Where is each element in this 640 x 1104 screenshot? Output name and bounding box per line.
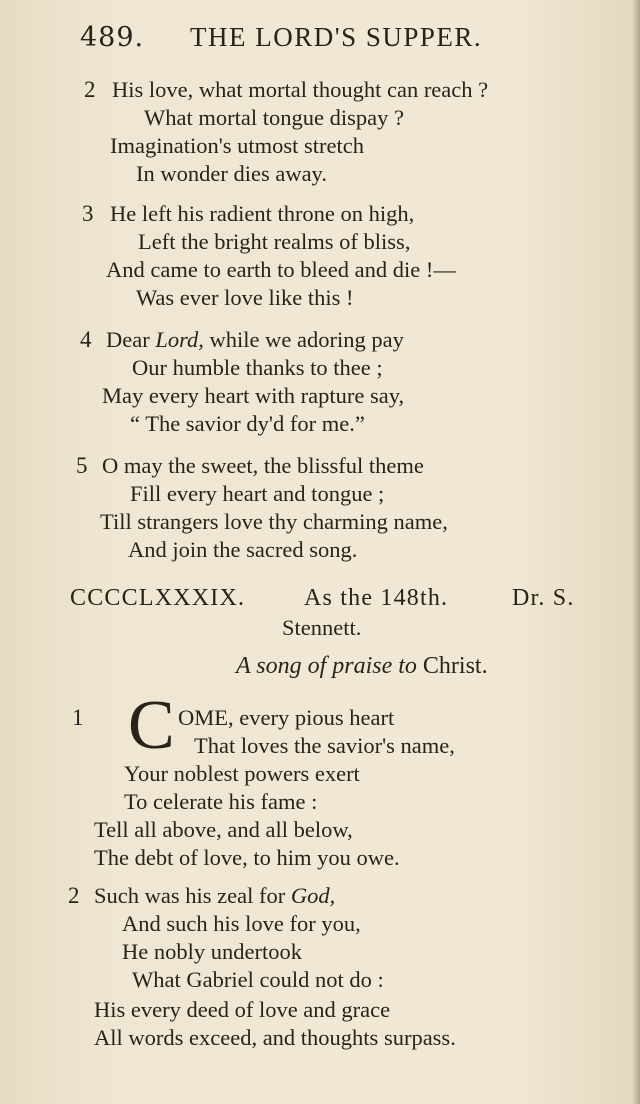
verse-text-italic: Lord,	[155, 327, 204, 352]
stanza-number: 4	[80, 327, 92, 352]
verse-line: Your noblest powers exert	[124, 761, 360, 786]
verse-line: Fill every heart and tongue ;	[130, 481, 385, 506]
verse-line: Tell all above, and all below,	[94, 817, 353, 842]
verse-line: What Gabriel could not do :	[132, 967, 384, 992]
verse-line: Till strangers love thy charming name,	[100, 509, 448, 534]
hymn-subtitle	[236, 652, 488, 680]
verse-text: while we adoring pay	[203, 327, 404, 352]
verse-line: And such his love for you,	[122, 911, 361, 936]
verse-line: In wonder dies away.	[136, 161, 327, 186]
verse-line: “ The savior dy'd for me.”	[130, 411, 365, 436]
running-head: THE LORD'S SUPPER.	[190, 22, 483, 52]
verse-line: Imagination's utmost stretch	[110, 133, 365, 158]
stanza-number: 2	[68, 883, 80, 908]
verse-line: May every heart with rapture say,	[102, 383, 405, 408]
verse-line: The debt of love, to him you owe.	[94, 845, 400, 870]
verse-line: What mortal tongue dispay ?	[144, 105, 404, 130]
verse-line	[94, 882, 335, 910]
verse-line: He left his radient throne on high,	[110, 201, 415, 226]
verse-text-italic: God,	[290, 883, 336, 908]
verse-line: That loves the savior's name,	[194, 733, 455, 758]
subtitle-roman: Christ.	[416, 653, 488, 679]
hymn-author-cont: Stennett.	[282, 615, 362, 640]
verse-line: To celerate his fame :	[124, 789, 318, 814]
stanza-number: 2	[84, 77, 96, 102]
verse-line: And join the sacred song.	[128, 537, 358, 562]
verse-line: Was ever love like this !	[136, 285, 354, 310]
drop-capital: C	[128, 687, 175, 764]
verse-line: All words exceed, and thoughts surpass.	[94, 1025, 456, 1050]
page-number: 489.	[80, 22, 145, 53]
verse-text: Dear	[106, 327, 156, 352]
hymn-author: Dr. S.	[512, 585, 575, 611]
page-edge-shadow	[632, 0, 640, 1104]
subtitle-italic: A song of praise to	[236, 653, 417, 679]
stanza-number: 5	[76, 453, 88, 478]
hymn-number-heading: CCCCLXXXIX.	[70, 585, 246, 611]
verse-line: O may the sweet, the blissful theme	[102, 453, 424, 478]
verse-line: His every deed of love and grace	[94, 997, 391, 1022]
page-header	[80, 22, 540, 62]
verse-line: Our humble thanks to thee ;	[132, 355, 383, 380]
hymn-meter: As the 148th.	[304, 585, 449, 611]
verse-line	[106, 326, 404, 354]
verse-text: Such was his zeal for	[94, 883, 291, 908]
verse-line: And came to earth to bleed and die !—	[106, 257, 456, 282]
verse-line: He nobly undertook	[122, 939, 302, 964]
stanza-number: 1	[72, 705, 84, 730]
verse-line: His love, what mortal thought can reach ?	[112, 77, 489, 102]
verse-line: OME, every pious heart	[178, 705, 395, 730]
verse-line: Left the bright realms of bliss,	[138, 229, 411, 254]
stanza-number: 3	[82, 201, 94, 226]
